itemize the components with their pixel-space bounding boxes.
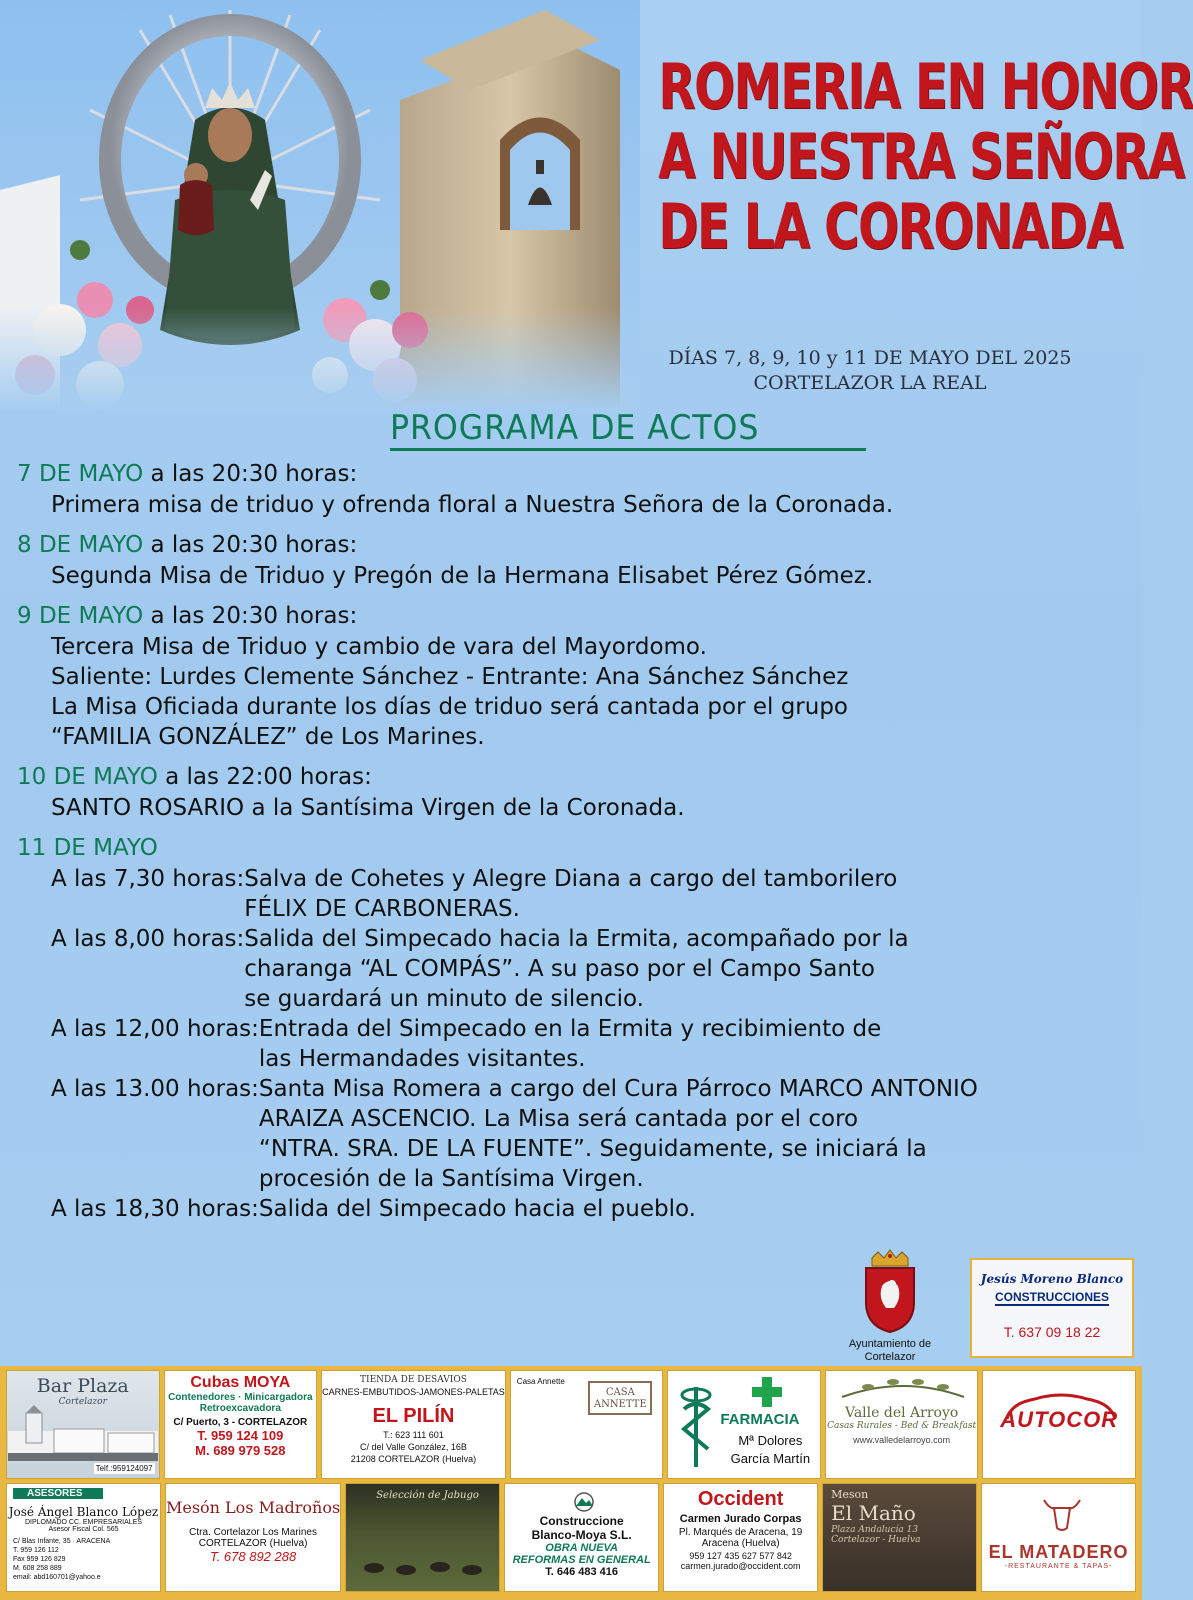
- event-may-8: [17, 529, 1137, 591]
- event-time: a las 20:30 horas:: [143, 603, 358, 629]
- sponsor-address: C/ Puerto, 3 - CORTELAZOR: [173, 1417, 308, 1428]
- event-description: Primera misa de triduo y ofrenda floral a Nuestra Señora de la Coronada.: [51, 492, 894, 518]
- sponsor-arc-text: CARNES-EMBUTIDOS-JAMONES-PALETAS: [322, 1387, 505, 1397]
- event-description: Tercera Misa de Triduo y cambio de vara del Mayordomo.: [51, 634, 707, 660]
- sponsor-name: Cubas MOYA: [190, 1374, 291, 1391]
- sponsor-asesores: [6, 1483, 161, 1592]
- event-list: [17, 458, 1137, 1233]
- schedule-item: [17, 924, 1137, 1014]
- pharmacy-cross-icon: [752, 1377, 782, 1407]
- sponsor-seleccion-de-jabugo: [345, 1483, 500, 1592]
- schedule-time: A las 12,00 horas:: [51, 1016, 259, 1042]
- sponsor-address: Aracena (Huelva): [701, 1538, 780, 1549]
- event-may-9: [17, 600, 1137, 752]
- event-may-7: [17, 458, 1137, 520]
- plaza-photo: [8, 1409, 158, 1461]
- dates-line: DÍAS 7, 8, 9, 10 y 11 DE MAYO DEL 2025: [668, 347, 1072, 369]
- event-date: 11 DE MAYO: [17, 835, 158, 861]
- event-may-10: [17, 761, 1137, 823]
- sponsor-name: AUTOCOR: [1000, 1407, 1119, 1432]
- sponsor-phone: T. 959 124 109: [197, 1428, 284, 1443]
- event-may-11: [17, 832, 1137, 1224]
- sponsor-name-2: El Maño: [831, 1501, 916, 1525]
- sponsor-place: Cortelazor: [58, 1397, 107, 1407]
- sponsor-address: CORTELAZOR (Huelva): [198, 1538, 308, 1549]
- location-line: CORTELAZOR LA REAL: [753, 372, 987, 394]
- coat-caption-2: Cortelazor: [864, 1351, 916, 1363]
- sponsor-name: Casa Annette: [516, 1377, 565, 1386]
- sponsor-sub: DIPLOMADO CC. EMPRESARIALES: [24, 1519, 143, 1526]
- sponsor-phone: Telf.:959124097: [95, 1464, 153, 1473]
- sponsor-blanco-moya: [504, 1483, 659, 1592]
- sponsor-casa-annette: [510, 1370, 664, 1479]
- schedule-line: Salva de Cohetes y Alegre Diana a cargo del tamborilero: [244, 866, 898, 892]
- sponsor-name: José Ángel Blanco López: [8, 1505, 159, 1519]
- event-time: a las 20:30 horas:: [143, 461, 358, 487]
- bull-head-icon: [1040, 1494, 1084, 1534]
- sponsor-address: 21208 CORTELAZOR (Huelva): [350, 1454, 477, 1464]
- pharmacy-caduceus-icon: [674, 1381, 718, 1471]
- heading-underline: [390, 448, 866, 451]
- sponsor-sub: REFORMAS EN GENERAL: [512, 1554, 651, 1566]
- sponsor-name: FARMACIA: [720, 1411, 800, 1428]
- sponsor-email: email: abd160701@yahoo.e: [13, 1574, 101, 1581]
- virgin-statue-image: [0, 0, 640, 410]
- sponsor-address: Cortelazor - Huelva: [831, 1535, 921, 1545]
- schedule-item: [17, 1194, 1137, 1224]
- schedule-item: [17, 864, 1137, 924]
- sponsor-address: C/ del Valle González, 16B: [359, 1442, 467, 1452]
- sponsor-sub: OBRA NUEVA: [545, 1542, 619, 1554]
- event-description: “FAMILIA GONZÁLEZ” de Los Marines.: [51, 724, 485, 750]
- event-description: SANTO ROSARIO a la Santísima Virgen de la Coronada.: [51, 795, 685, 821]
- mountain-logo-icon: [569, 1492, 599, 1512]
- logo-text: ANNETTE: [593, 1399, 647, 1410]
- schedule-time: A las 8,00 horas:: [51, 926, 245, 952]
- sponsor-sub: CONSTRUCCIONES: [994, 1290, 1109, 1304]
- schedule-line: se guardará un minuto de silencio.: [244, 986, 644, 1012]
- event-date: 9 DE MAYO: [17, 603, 144, 629]
- sponsor-fax: Fax 959 126 829: [13, 1556, 66, 1563]
- schedule-line: Salida del Simpecado hacia la Ermita, acompañado por la: [244, 926, 909, 952]
- sponsor-sub: Asesor Fiscal Col. 565: [48, 1526, 119, 1533]
- car-outline-icon: [1001, 1389, 1121, 1425]
- sponsor-bar-plaza: [6, 1370, 160, 1479]
- sponsor-phone: T. 646 483 416: [545, 1566, 619, 1578]
- title-line-2: A NUESTRA SEÑORA: [658, 120, 1184, 193]
- sponsor-cubas-moya: [164, 1370, 318, 1479]
- sponsor-valle-del-arroyo: [825, 1370, 979, 1479]
- schedule-line: procesión de la Santísima Virgen.: [258, 1166, 644, 1192]
- ayuntamiento-logo: [830, 1250, 950, 1366]
- sponsor-name: Valle del Arroyo: [845, 1405, 959, 1421]
- schedule-line: Santa Misa Romera a cargo del Cura Párroco MARCO ANTONIO: [258, 1076, 978, 1102]
- event-date: 7 DE MAYO: [17, 461, 144, 487]
- sponsor-phone: T. 637 09 18 22: [1003, 1324, 1101, 1340]
- sponsor-moreno-construcciones: [970, 1258, 1134, 1358]
- sponsor-meson-los-madronos: [165, 1483, 341, 1592]
- sponsor-el-pilin: [321, 1370, 506, 1479]
- pigs-meadow-image: [354, 1540, 494, 1580]
- sponsor-sub: Contenedores · Minicargadora: [168, 1392, 313, 1403]
- title-line-3: DE LA CORONADA: [658, 190, 1122, 263]
- sponsor-sub: Retroexcavadora: [199, 1403, 281, 1414]
- sponsor-farmacia: [667, 1370, 821, 1479]
- sponsor-phone: M. 689 979 528: [195, 1443, 286, 1458]
- schedule-line: Entrada del Simpecado en la Ermita y recibimiento de: [258, 1016, 882, 1042]
- coat-caption-1: Ayuntamiento de: [848, 1338, 932, 1350]
- olive-branch-icon: [838, 1377, 968, 1401]
- sponsors-grid: [0, 1366, 1142, 1600]
- schedule-line: ARAIZA ASCENCIO. La Misa será cantada por el coro: [258, 1106, 859, 1132]
- sponsor-address: Ctra. Cortelazor Los Marines: [189, 1527, 317, 1538]
- sponsor-agent: Carmen Jurado Corpas: [679, 1513, 802, 1525]
- schedule-time: A las 13.00 horas:: [51, 1076, 259, 1102]
- sponsors-row: [6, 1370, 1136, 1479]
- event-dates: [620, 346, 1120, 396]
- event-description: Saliente: Lurdes Clemente Sánchez - Entrante: Ana Sánchez Sánchez: [51, 664, 849, 690]
- sponsor-name-2: Blanco-Moya S.L.: [531, 1528, 632, 1542]
- event-date: 8 DE MAYO: [17, 532, 144, 558]
- sponsor-name: Construccione: [539, 1514, 624, 1528]
- event-description: Segunda Misa de Triduo y Pregón de la Hermana Elisabet Pérez Gómez.: [51, 563, 874, 589]
- logo-text: CASA: [605, 1387, 635, 1398]
- sponsor-name: Occident: [697, 1488, 784, 1510]
- event-description: La Misa Oficiada durante los días de triduo será cantada por el grupo: [51, 694, 848, 720]
- sponsor-web: www.valledelarroyo.com: [853, 1435, 951, 1445]
- schedule-time: A las 7,30 horas:: [51, 866, 245, 892]
- sponsor-phone: T. 678 892 288: [209, 1549, 297, 1564]
- sponsor-phone: 959 127 435 627 577 842: [689, 1551, 792, 1561]
- event-time: a las 22:00 horas:: [157, 764, 372, 790]
- sponsor-el-matadero: [981, 1483, 1136, 1592]
- sponsor-name: Bar Plaza: [36, 1375, 129, 1397]
- schedule-line: charanga “AL COMPÁS”. A su paso por el Campo Santo: [244, 956, 875, 982]
- sponsor-address: C/ Blas Infante, 35 · ARACENA: [13, 1538, 111, 1545]
- schedule-item: [17, 1014, 1137, 1074]
- event-time: a las 20:30 horas:: [143, 532, 358, 558]
- sponsor-arc-text: TIENDA DE DESAVIOS: [360, 1375, 467, 1385]
- event-date: 10 DE MAYO: [17, 764, 158, 790]
- schedule-line: FÉLIX DE CARBONERAS.: [244, 896, 520, 922]
- sponsor-sub: -RESTAURANTE & TAPAS-: [1004, 1563, 1113, 1570]
- sponsor-contact: [7, 1537, 160, 1582]
- schedule-time: A las 18,30 horas:: [51, 1196, 259, 1222]
- sponsor-occident: [663, 1483, 818, 1592]
- sponsors-row: [6, 1483, 1136, 1592]
- sponsor-tag: ASESORES: [13, 1488, 103, 1499]
- sponsor-autocor: [982, 1370, 1136, 1479]
- schedule-line: las Hermandades visitantes.: [258, 1046, 586, 1072]
- sponsor-sub: Casas Rurales - Bed & Breakfast: [827, 1421, 977, 1431]
- sponsor-name: Selección de Jabugo: [376, 1490, 479, 1501]
- sponsor-name: Meson: [831, 1488, 869, 1501]
- sponsor-owner: García Martín: [730, 1451, 811, 1466]
- sponsor-name: Jesús Moreno Blanco: [980, 1272, 1124, 1286]
- sponsor-name: Mesón Los Madroños: [165, 1498, 341, 1517]
- sponsor-name: EL PILÍN: [372, 1405, 455, 1427]
- schedule-line: Salida del Simpecado hacia el pueblo.: [258, 1196, 696, 1222]
- header-photo: [0, 0, 640, 410]
- sponsor-phone: T. 959 126 112: [13, 1547, 59, 1554]
- annette-logo: [588, 1381, 652, 1415]
- sponsor-meson-el-mano: [822, 1483, 977, 1592]
- schedule-item: [17, 1074, 1137, 1194]
- programa-heading: PROGRAMA DE ACTOS: [390, 408, 760, 448]
- sponsor-address: Pl. Marqués de Aracena, 19: [678, 1527, 803, 1538]
- coat-of-arms-icon: [858, 1250, 922, 1334]
- sponsor-name: EL MATADERO: [988, 1542, 1129, 1562]
- sponsor-address: Plaza Andalucía 13: [831, 1525, 919, 1535]
- poster-title: [600, 50, 1193, 263]
- schedule-line: “NTRA. SRA. DE LA FUENTE”. Seguidamente, se iniciará la: [258, 1136, 927, 1162]
- sponsor-email: carmen.jurado@occident.com: [680, 1561, 801, 1571]
- sponsor-phone: T.: 623 111 601: [383, 1430, 444, 1440]
- sponsor-mobile: M. 608 258 889: [13, 1565, 62, 1572]
- title-line-1: ROMERIA EN HONOR: [658, 50, 1193, 123]
- sponsor-owner: Mª Dolores: [738, 1433, 803, 1448]
